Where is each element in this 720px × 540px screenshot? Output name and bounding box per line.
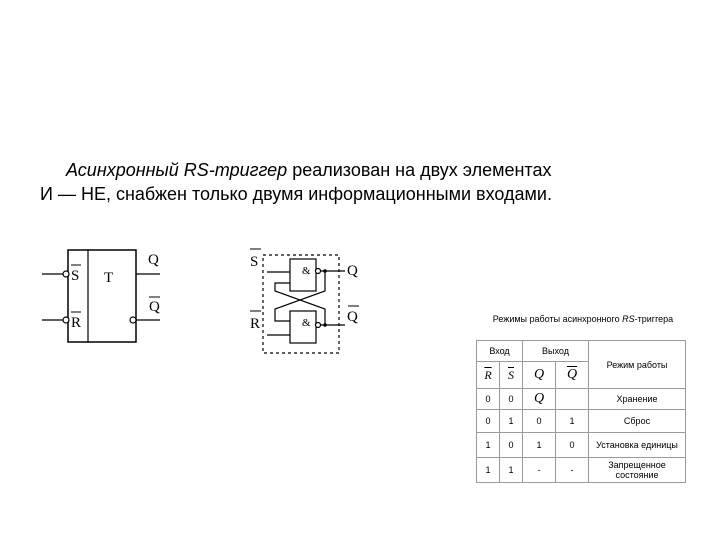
nand-circuit-diagram	[245, 245, 375, 357]
subheader-s-label: $\overline{S}$	[508, 367, 514, 382]
table-row	[477, 389, 686, 410]
rs-trigger-symbol	[30, 240, 180, 350]
cell-r: 0	[477, 389, 500, 410]
output-qbar-inverter-bubble	[130, 317, 136, 323]
junction-q	[323, 269, 327, 273]
cell-q: 1	[523, 433, 556, 458]
cell-qbar: -	[556, 458, 589, 483]
subheader-r-label: $\overline{R}$	[484, 367, 492, 382]
cell-s: 1	[500, 410, 523, 433]
cell-s: 0	[500, 433, 523, 458]
gate-bottom-output-bubble	[316, 323, 321, 328]
circuit-r-label: R	[250, 316, 261, 332]
gate-bottom-label: &	[302, 317, 311, 329]
subheader-q-label: Q	[533, 367, 545, 382]
caption-suffix: -триггера	[634, 314, 674, 324]
cell-mode: Установка единицы	[589, 433, 686, 458]
cell-r: 0	[477, 410, 500, 433]
cell-r: 1	[477, 458, 500, 483]
intro-term: Асинхронный RS-триггер	[66, 160, 288, 180]
subheader-q	[523, 362, 556, 389]
intro-line-2: И — НЕ, снабжен только двумя информационными входами.	[40, 184, 552, 204]
cell-q-value: Q	[533, 391, 545, 406]
circuit-qbar-label: Q	[347, 309, 358, 325]
cell-mode: Запрещенное состояние	[589, 458, 686, 483]
cell-s: 1	[500, 458, 523, 483]
cell-qbar: 0	[556, 433, 589, 458]
circuit-s-label: S	[250, 254, 259, 270]
circuit-q-label: Q	[347, 263, 358, 279]
modes-table	[476, 340, 686, 483]
header-input: Вход	[477, 341, 523, 362]
junction-qbar	[323, 323, 327, 327]
cell-mode: Хранение	[589, 389, 686, 410]
symbol-s-label: S	[71, 268, 80, 284]
cell-r: 1	[477, 433, 500, 458]
gate-top-output-bubble	[316, 269, 321, 274]
subheader-s	[500, 362, 523, 389]
symbol-type-label: T	[104, 270, 114, 286]
table-row	[477, 458, 686, 483]
subheader-r	[477, 362, 500, 389]
input-r-inverter-bubble	[63, 317, 69, 323]
cell-q: 0	[523, 410, 556, 433]
symbol-r-label: R	[71, 315, 82, 331]
subheader-qbar-label: $\overline{Q}$	[566, 367, 578, 382]
caption-prefix: Режимы работы асинхронного	[492, 314, 623, 324]
cell-qbar: 1	[556, 410, 589, 433]
table-caption	[478, 314, 688, 324]
input-s-inverter-bubble	[63, 271, 69, 277]
cell-qbar	[556, 389, 589, 410]
symbol-qbar-label: Q	[149, 299, 160, 315]
table-header-row	[477, 341, 686, 362]
table-row	[477, 410, 686, 433]
header-output: Выход	[523, 341, 589, 362]
cell-mode: Сброс	[589, 410, 686, 433]
table-row	[477, 433, 686, 458]
symbol-q-label: Q	[148, 252, 159, 268]
subheader-qbar	[556, 362, 589, 389]
intro-line-1	[40, 158, 700, 182]
caption-italic: RS	[622, 314, 635, 324]
header-mode: Режим работы	[589, 341, 686, 389]
intro-text	[40, 158, 700, 206]
cell-q: -	[523, 458, 556, 483]
intro-line-1-rest: реализован на двух элементах	[287, 160, 552, 180]
cell-s: 0	[500, 389, 523, 410]
gate-top-label: &	[302, 265, 311, 277]
cell-q	[523, 389, 556, 410]
